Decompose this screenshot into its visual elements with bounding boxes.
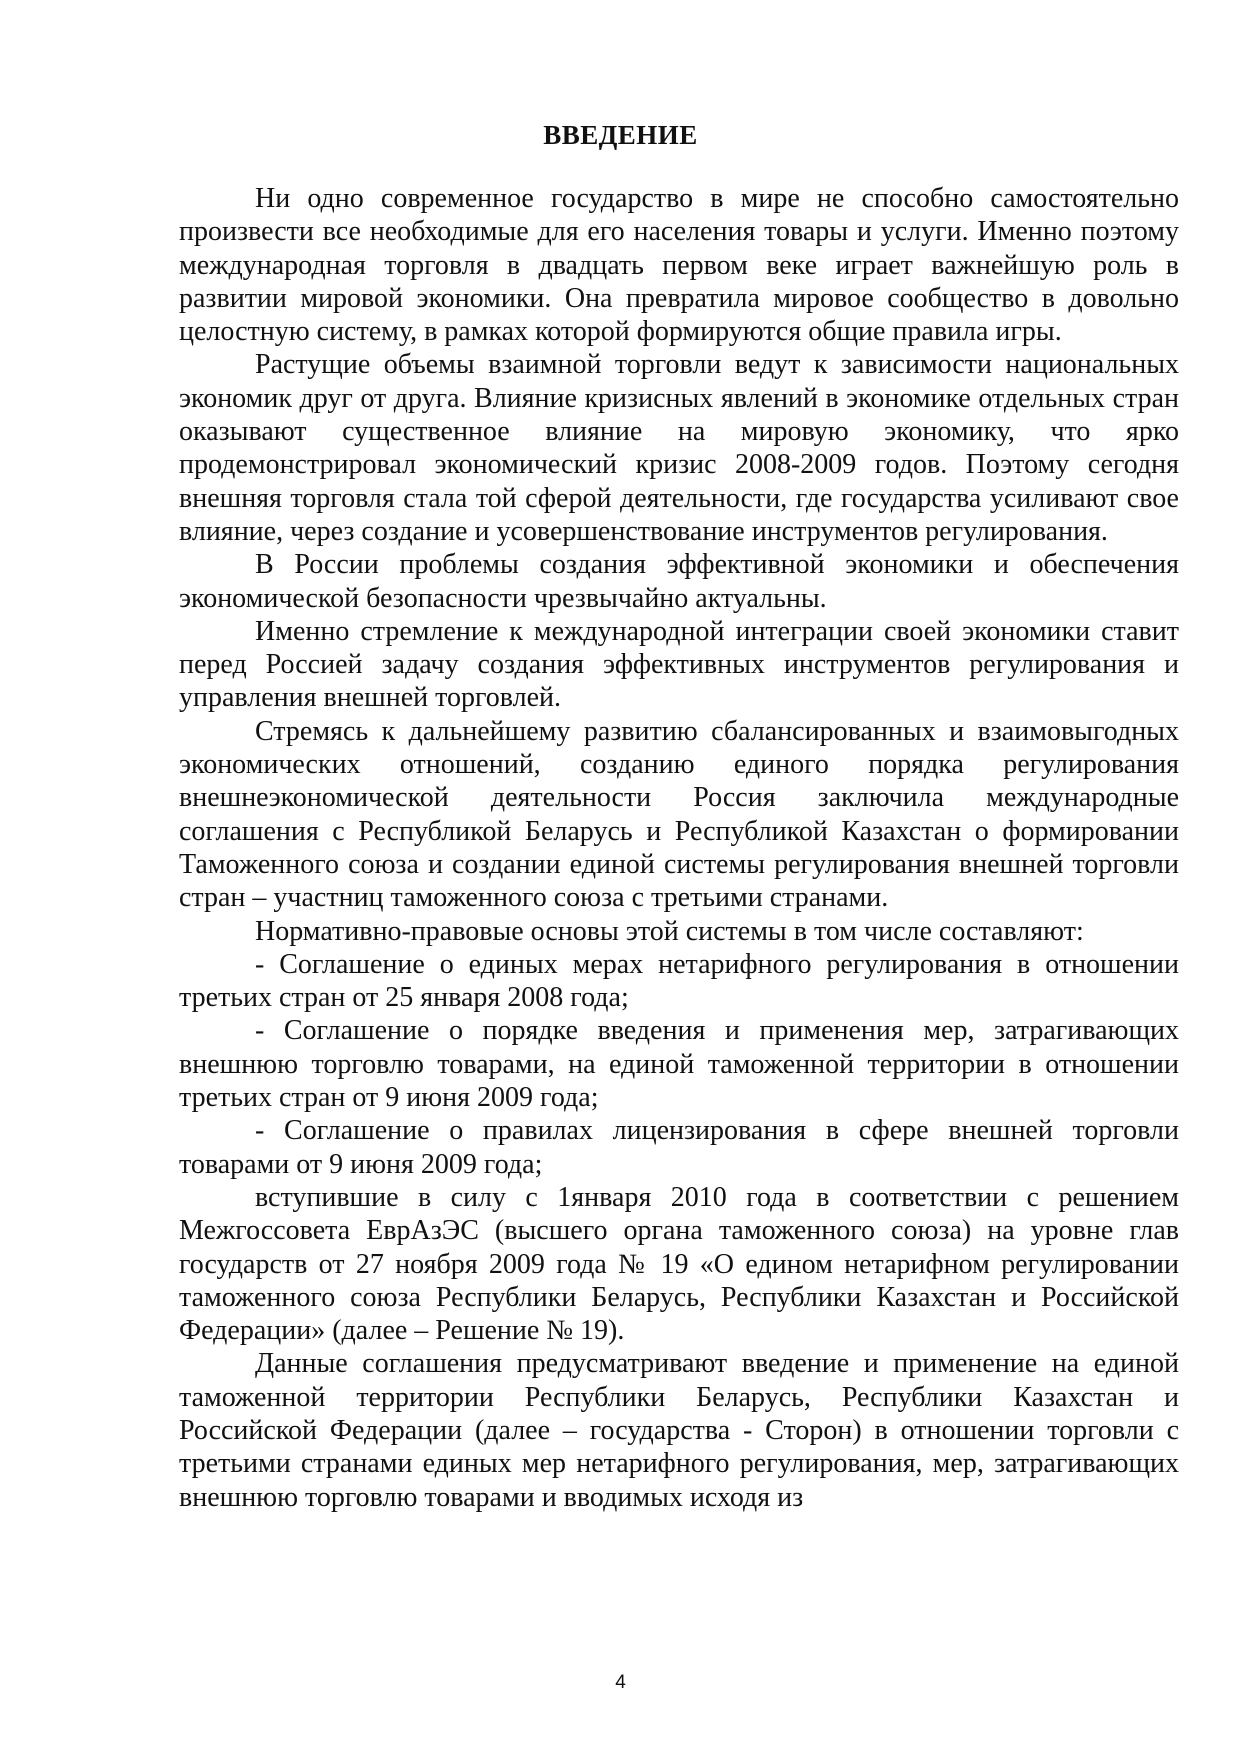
paragraph-customs-union: Стремясь к дальнейшему развитию сбалансированных и взаимовыгодных экономических отношений, созданию единого порядка регулирования внешнеэкономической деятельности Россия заключила международные соглашения с Республикой Беларусь и Республикой Казахстан о формировании Таможенного союза и создании единой системы регулирования внешней торговли стран – участниц таможенного союза с третьими странами. bbox=[179, 715, 1179, 914]
paragraph-intro: Ни одно современное государство в мире не способно самостоятельно произвести все необходимые для его населения товары и услуги. Именно поэтому международная торговля в двадцать первом веке играет важнейшую роль в развитии мировой экономики. Она превратила мировое сообщество в довольно целостную систему, в рамках которой формируются общие правила игры. bbox=[179, 183, 1179, 348]
page-title: ВВЕДЕНИЕ bbox=[543, 120, 698, 150]
paragraph-legal-basis: Нормативно-правовые основы этой системы в том числе составляют: bbox=[255, 915, 1084, 947]
page-number: 4 bbox=[615, 1672, 626, 1693]
body-text bbox=[179, 182, 1179, 1514]
paragraph-agreements-provide: Данные соглашения предусматривают введение и применение на единой таможенной территории Республики Беларусь, Республики Казахстан и Российской Федерации (далее – государства - Сторон) в отношении торговли с третьими странами единых мер нетарифного регулирования, мер, затрагивающих внешнюю торговлю товарами и вводимых исходя из bbox=[179, 1348, 1179, 1513]
paragraph-trade-volumes: Растущие объемы взаимной торговли ведут к зависимости национальных экономик друг от друга. Влияние кризисных явлений в экономике отдельных стран оказывают существенное влияние на мировую экономику, что ярко продемонстрировал экономический кризис 2008-2009 годов. Поэтому сегодня внешняя торговля стала той сферой деятельности, где государства усиливают свое влияние, через создание и усовершенствование инструментов регулирования. bbox=[179, 349, 1179, 547]
list-item-agreement-3: - Соглашение о правилах лицензирования в сфере внешней торговли товарами от 9 июня 2009 года; bbox=[179, 1115, 1179, 1180]
paragraph-decision-19: вступившие в силу с 1января 2010 года в соответствии с решением Межгоссовета ЕврАзЭС (высшего органа таможенного союза) на уровне глав государств от 27 ноября 2009 года № 19 «О едином нетарифном регулировании таможенного союза Республики Беларусь, Республики Казахстан и Российской Федерации» (далее – Решение № 19). bbox=[179, 1181, 1179, 1347]
list-item-agreement-2: - Соглашение о порядке введения и применения мер, затрагивающих внешнюю торговлю товарами, на единой таможенной территории в отношении третьих стран от 9 июня 2009 года; bbox=[179, 1015, 1179, 1114]
paragraph-russia-problems: В России проблемы создания эффективной экономики и обеспечения экономической безопасности чрезвычайно актуальны. bbox=[179, 549, 1179, 614]
list-item-agreement-1: - Соглашение о единых мерах нетарифного регулирования в отношении третьих стран от 25 января 2008 года; bbox=[179, 948, 1179, 1014]
paragraph-integration: Именно стремление к международной интеграции своей экономики ставит перед Россией задачу создания эффективных инструментов регулирования и управления внешней торговлей. bbox=[179, 615, 1179, 714]
